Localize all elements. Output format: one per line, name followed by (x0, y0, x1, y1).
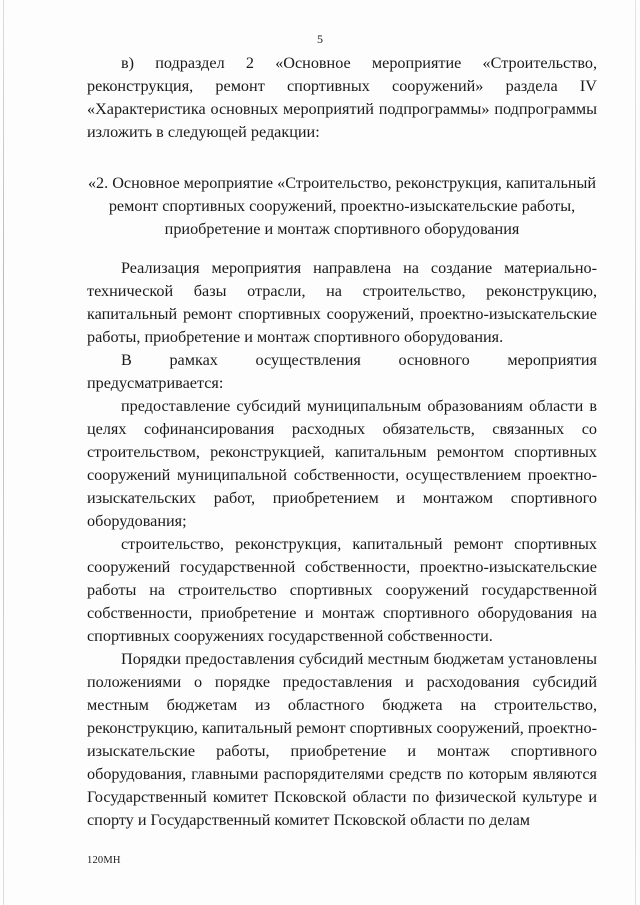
scan-edge-left (3, 0, 4, 905)
section-heading-line-1: «2. Основное мероприятие «Строительство, реконструкция, капитальный (87, 174, 597, 192)
body-paragraph-1: Реализация мероприятия направлена на создание материально-технической базы отрасли, на строительство, реконструкцию, капитальный ремонт спортивных сооружений, проектно-изыскательские работы, приобретение и монтаж спортивного оборудования. (87, 259, 597, 346)
page-number: 5 (317, 32, 323, 46)
section-heading-line-3: приобретение и монтаж спортивного оборудования (164, 220, 520, 238)
document-body (87, 52, 597, 832)
intro-paragraph: в) подраздел 2 «Основное мероприятие «Строительство, реконструкция, ремонт спортивных сооружений» раздела IV «Характеристика основных мероприятий подпрограммы» подпрограммы изложить в следующей редакции: (87, 54, 597, 141)
body-paragraph-3: предоставление субсидий муниципальным образованиям области в целях софинансирования расходных обязательств, связанных со строительством, реконструкцией, капитальным ремонтом спортивных сооружений муниципальной собственности, осуществлением проектно-изыскательских работ, приобретением и монтажом спортивного оборудования; (87, 397, 597, 530)
scan-edge-right (635, 0, 636, 905)
body-paragraph-5: Порядки предоставления субсидий местным бюджетам установлены положениями о порядке предоставления и расходования субсидий местным бюджетам из областного бюджета на строительство, реконструкцию, капитальный ремонт спортивных сооружений, проектно-изыскательские работы, приобретение и монтаж спортивного оборудования, главными распорядителями средств по которым являются Государственный комитет Псковской области по физической культуре и спорту и Государственный комитет Псковской области по делам (87, 650, 597, 829)
section-heading (87, 172, 597, 241)
document-code: 120МН (87, 855, 121, 866)
body-paragraph-2: В рамках осуществления основного мероприятия предусматривается: (87, 351, 597, 392)
section-heading-line-2: ремонт спортивных сооружений, проектно-изыскательские работы, (108, 197, 576, 215)
body-paragraph-4: строительство, реконструкция, капитальный ремонт спортивных сооружений государственной собственности, проектно-изыскательские работы на строительство спортивных сооружений государственной собственности, приобретение и монтаж спортивного оборудования на спортивных сооружениях государственной собственности. (87, 535, 597, 645)
